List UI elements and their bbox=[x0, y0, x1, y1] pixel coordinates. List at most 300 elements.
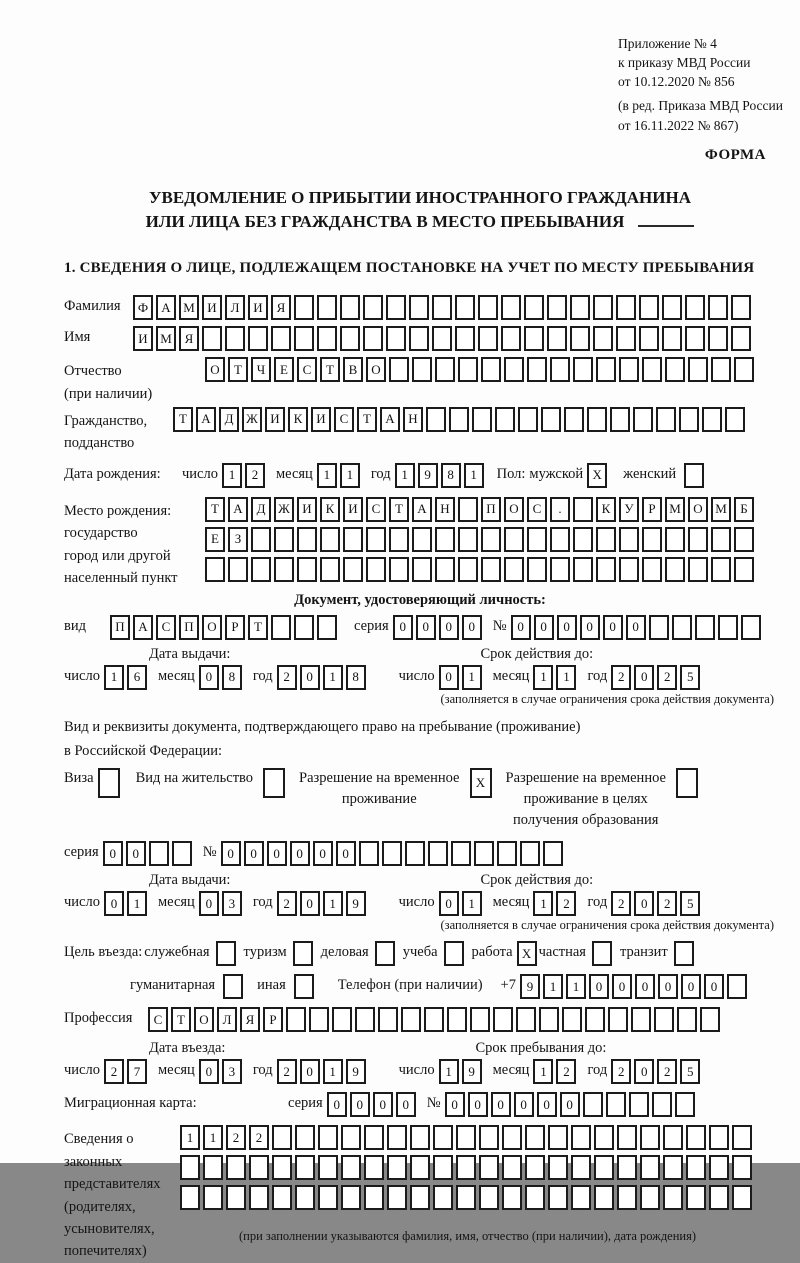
char-cell[interactable] bbox=[317, 326, 337, 351]
char-cell[interactable] bbox=[617, 1125, 637, 1150]
char-cell[interactable] bbox=[426, 407, 446, 432]
char-cell[interactable] bbox=[172, 841, 192, 866]
char-cell[interactable] bbox=[734, 527, 754, 552]
char-cell[interactable] bbox=[548, 1155, 568, 1180]
char-cell[interactable] bbox=[478, 295, 498, 320]
char-cell[interactable]: 0 bbox=[244, 841, 264, 866]
char-cell[interactable] bbox=[389, 357, 409, 382]
char-cell[interactable] bbox=[382, 841, 402, 866]
char-cell[interactable]: 0 bbox=[439, 891, 459, 916]
char-cell[interactable]: 2 bbox=[657, 891, 677, 916]
char-cell[interactable] bbox=[642, 357, 662, 382]
char-cell[interactable] bbox=[435, 557, 455, 582]
char-cell[interactable]: 1 bbox=[543, 974, 563, 999]
purpose-study-checkbox[interactable] bbox=[444, 941, 464, 966]
char-cell[interactable] bbox=[525, 1125, 545, 1150]
char-cell[interactable]: 0 bbox=[511, 615, 531, 640]
char-cell[interactable]: 1 bbox=[203, 1125, 223, 1150]
char-cell[interactable] bbox=[401, 1007, 421, 1032]
char-cell[interactable] bbox=[271, 326, 291, 351]
char-cell[interactable] bbox=[639, 295, 659, 320]
char-cell[interactable] bbox=[543, 841, 563, 866]
char-cell[interactable] bbox=[539, 1007, 559, 1032]
char-cell[interactable] bbox=[594, 1125, 614, 1150]
char-cell[interactable] bbox=[432, 295, 452, 320]
char-cell[interactable] bbox=[389, 527, 409, 552]
char-cell[interactable] bbox=[685, 295, 705, 320]
char-cell[interactable] bbox=[341, 1125, 361, 1150]
char-cell[interactable] bbox=[686, 1185, 706, 1210]
char-cell[interactable] bbox=[274, 557, 294, 582]
char-cell[interactable]: 1 bbox=[340, 463, 360, 488]
char-cell[interactable]: 0 bbox=[126, 841, 146, 866]
char-cell[interactable] bbox=[619, 527, 639, 552]
char-cell[interactable]: А bbox=[228, 497, 248, 522]
char-cell[interactable] bbox=[518, 407, 538, 432]
char-cell[interactable] bbox=[718, 615, 738, 640]
char-cell[interactable]: 3 bbox=[222, 891, 242, 916]
char-cell[interactable] bbox=[675, 1092, 695, 1117]
char-cell[interactable]: 0 bbox=[635, 974, 655, 999]
char-cell[interactable]: 1 bbox=[323, 1059, 343, 1084]
char-cell[interactable]: 1 bbox=[566, 974, 586, 999]
char-cell[interactable] bbox=[547, 295, 567, 320]
char-cell[interactable]: 0 bbox=[491, 1092, 511, 1117]
char-cell[interactable] bbox=[364, 1125, 384, 1150]
char-cell[interactable] bbox=[409, 326, 429, 351]
char-cell[interactable] bbox=[732, 1185, 752, 1210]
char-cell[interactable]: В bbox=[343, 357, 363, 382]
char-cell[interactable] bbox=[711, 557, 731, 582]
purpose-business-checkbox[interactable] bbox=[375, 941, 395, 966]
char-cell[interactable]: 0 bbox=[557, 615, 577, 640]
char-cell[interactable] bbox=[149, 841, 169, 866]
char-cell[interactable] bbox=[271, 615, 291, 640]
char-cell[interactable] bbox=[274, 527, 294, 552]
char-cell[interactable] bbox=[587, 407, 607, 432]
char-cell[interactable] bbox=[665, 357, 685, 382]
char-cell[interactable] bbox=[497, 841, 517, 866]
char-cell[interactable] bbox=[504, 527, 524, 552]
char-cell[interactable]: С bbox=[334, 407, 354, 432]
char-cell[interactable]: 0 bbox=[514, 1092, 534, 1117]
char-cell[interactable] bbox=[527, 557, 547, 582]
char-cell[interactable]: С bbox=[297, 357, 317, 382]
char-cell[interactable] bbox=[251, 557, 271, 582]
char-cell[interactable]: О bbox=[205, 357, 225, 382]
char-cell[interactable]: И bbox=[311, 407, 331, 432]
char-cell[interactable]: 9 bbox=[346, 1059, 366, 1084]
char-cell[interactable]: П bbox=[179, 615, 199, 640]
char-cell[interactable] bbox=[295, 1125, 315, 1150]
char-cell[interactable]: Т bbox=[357, 407, 377, 432]
char-cell[interactable] bbox=[709, 1155, 729, 1180]
char-cell[interactable]: 5 bbox=[680, 665, 700, 690]
char-cell[interactable] bbox=[272, 1155, 292, 1180]
char-cell[interactable] bbox=[272, 1125, 292, 1150]
char-cell[interactable] bbox=[640, 1155, 660, 1180]
char-cell[interactable]: 0 bbox=[445, 1092, 465, 1117]
char-cell[interactable] bbox=[378, 1007, 398, 1032]
char-cell[interactable]: 0 bbox=[300, 665, 320, 690]
char-cell[interactable]: К bbox=[596, 497, 616, 522]
char-cell[interactable] bbox=[596, 527, 616, 552]
char-cell[interactable] bbox=[249, 1185, 269, 1210]
char-cell[interactable] bbox=[478, 326, 498, 351]
char-cell[interactable] bbox=[203, 1185, 223, 1210]
char-cell[interactable] bbox=[642, 557, 662, 582]
char-cell[interactable] bbox=[228, 557, 248, 582]
char-cell[interactable]: 0 bbox=[103, 841, 123, 866]
char-cell[interactable]: 2 bbox=[611, 1059, 631, 1084]
char-cell[interactable] bbox=[225, 326, 245, 351]
char-cell[interactable]: М bbox=[711, 497, 731, 522]
char-cell[interactable]: О bbox=[194, 1007, 214, 1032]
char-cell[interactable]: 8 bbox=[441, 463, 461, 488]
char-cell[interactable] bbox=[629, 1092, 649, 1117]
char-cell[interactable]: 2 bbox=[611, 891, 631, 916]
char-cell[interactable] bbox=[663, 1155, 683, 1180]
char-cell[interactable]: Т bbox=[205, 497, 225, 522]
char-cell[interactable] bbox=[341, 1185, 361, 1210]
purpose-tourism-checkbox[interactable] bbox=[293, 941, 313, 966]
char-cell[interactable]: З bbox=[228, 527, 248, 552]
char-cell[interactable] bbox=[297, 557, 317, 582]
char-cell[interactable] bbox=[686, 1125, 706, 1150]
char-cell[interactable] bbox=[458, 357, 478, 382]
purpose-private-checkbox[interactable] bbox=[592, 941, 612, 966]
char-cell[interactable]: И bbox=[202, 295, 222, 320]
char-cell[interactable]: 1 bbox=[462, 891, 482, 916]
char-cell[interactable] bbox=[541, 407, 561, 432]
char-cell[interactable] bbox=[286, 1007, 306, 1032]
char-cell[interactable] bbox=[564, 407, 584, 432]
char-cell[interactable] bbox=[226, 1155, 246, 1180]
char-cell[interactable] bbox=[318, 1155, 338, 1180]
char-cell[interactable] bbox=[410, 1125, 430, 1150]
char-cell[interactable]: 1 bbox=[439, 1059, 459, 1084]
char-cell[interactable]: П bbox=[481, 497, 501, 522]
char-cell[interactable]: 1 bbox=[464, 463, 484, 488]
char-cell[interactable] bbox=[479, 1125, 499, 1150]
char-cell[interactable] bbox=[593, 295, 613, 320]
char-cell[interactable]: О bbox=[366, 357, 386, 382]
char-cell[interactable]: 0 bbox=[439, 615, 459, 640]
char-cell[interactable]: 2 bbox=[556, 1059, 576, 1084]
char-cell[interactable]: Р bbox=[225, 615, 245, 640]
char-cell[interactable] bbox=[317, 295, 337, 320]
char-cell[interactable] bbox=[633, 407, 653, 432]
char-cell[interactable]: О bbox=[504, 497, 524, 522]
char-cell[interactable] bbox=[700, 1007, 720, 1032]
char-cell[interactable]: 0 bbox=[704, 974, 724, 999]
char-cell[interactable] bbox=[205, 557, 225, 582]
char-cell[interactable]: 9 bbox=[346, 891, 366, 916]
char-cell[interactable]: 0 bbox=[634, 891, 654, 916]
char-cell[interactable] bbox=[458, 527, 478, 552]
char-cell[interactable] bbox=[387, 1125, 407, 1150]
char-cell[interactable] bbox=[570, 295, 590, 320]
char-cell[interactable] bbox=[640, 1125, 660, 1150]
char-cell[interactable]: 2 bbox=[245, 463, 265, 488]
char-cell[interactable]: С bbox=[366, 497, 386, 522]
char-cell[interactable] bbox=[550, 357, 570, 382]
purpose-transit-checkbox[interactable] bbox=[674, 941, 694, 966]
char-cell[interactable] bbox=[364, 1185, 384, 1210]
char-cell[interactable] bbox=[731, 295, 751, 320]
char-cell[interactable]: Т bbox=[320, 357, 340, 382]
char-cell[interactable]: 1 bbox=[180, 1125, 200, 1150]
char-cell[interactable]: 0 bbox=[199, 1059, 219, 1084]
char-cell[interactable] bbox=[435, 527, 455, 552]
char-cell[interactable] bbox=[387, 1185, 407, 1210]
char-cell[interactable] bbox=[456, 1155, 476, 1180]
char-cell[interactable] bbox=[405, 841, 425, 866]
char-cell[interactable] bbox=[608, 1007, 628, 1032]
char-cell[interactable]: 0 bbox=[612, 974, 632, 999]
char-cell[interactable] bbox=[355, 1007, 375, 1032]
char-cell[interactable]: А bbox=[412, 497, 432, 522]
char-cell[interactable] bbox=[527, 527, 547, 552]
char-cell[interactable] bbox=[708, 326, 728, 351]
residence-permit-checkbox[interactable] bbox=[263, 768, 285, 798]
char-cell[interactable] bbox=[665, 527, 685, 552]
char-cell[interactable] bbox=[665, 557, 685, 582]
char-cell[interactable]: Д bbox=[219, 407, 239, 432]
char-cell[interactable] bbox=[550, 557, 570, 582]
char-cell[interactable] bbox=[711, 527, 731, 552]
char-cell[interactable] bbox=[455, 295, 475, 320]
char-cell[interactable] bbox=[617, 1185, 637, 1210]
char-cell[interactable]: Н bbox=[435, 497, 455, 522]
char-cell[interactable] bbox=[435, 357, 455, 382]
char-cell[interactable] bbox=[451, 841, 471, 866]
char-cell[interactable] bbox=[619, 557, 639, 582]
char-cell[interactable] bbox=[516, 1007, 536, 1032]
char-cell[interactable] bbox=[652, 1092, 672, 1117]
char-cell[interactable] bbox=[548, 1125, 568, 1150]
char-cell[interactable] bbox=[656, 407, 676, 432]
char-cell[interactable]: С bbox=[156, 615, 176, 640]
char-cell[interactable] bbox=[474, 841, 494, 866]
char-cell[interactable] bbox=[504, 557, 524, 582]
char-cell[interactable] bbox=[642, 527, 662, 552]
char-cell[interactable] bbox=[479, 1185, 499, 1210]
char-cell[interactable] bbox=[662, 326, 682, 351]
char-cell[interactable]: 2 bbox=[657, 1059, 677, 1084]
char-cell[interactable] bbox=[709, 1185, 729, 1210]
char-cell[interactable] bbox=[631, 1007, 651, 1032]
char-cell[interactable]: 0 bbox=[327, 1092, 347, 1117]
char-cell[interactable] bbox=[734, 357, 754, 382]
char-cell[interactable] bbox=[525, 1155, 545, 1180]
char-cell[interactable]: 2 bbox=[104, 1059, 124, 1084]
char-cell[interactable]: 2 bbox=[556, 891, 576, 916]
char-cell[interactable]: 1 bbox=[533, 891, 553, 916]
char-cell[interactable] bbox=[320, 557, 340, 582]
char-cell[interactable] bbox=[520, 841, 540, 866]
char-cell[interactable]: А bbox=[196, 407, 216, 432]
char-cell[interactable] bbox=[654, 1007, 674, 1032]
temporary-residence-checkbox[interactable]: X bbox=[470, 768, 492, 798]
char-cell[interactable]: Л bbox=[225, 295, 245, 320]
char-cell[interactable] bbox=[180, 1155, 200, 1180]
char-cell[interactable] bbox=[525, 1185, 545, 1210]
char-cell[interactable] bbox=[495, 407, 515, 432]
char-cell[interactable]: 0 bbox=[462, 615, 482, 640]
char-cell[interactable]: 0 bbox=[580, 615, 600, 640]
char-cell[interactable] bbox=[548, 1185, 568, 1210]
char-cell[interactable] bbox=[662, 295, 682, 320]
char-cell[interactable] bbox=[688, 557, 708, 582]
char-cell[interactable]: 2 bbox=[277, 891, 297, 916]
char-cell[interactable] bbox=[479, 1155, 499, 1180]
char-cell[interactable]: С bbox=[148, 1007, 168, 1032]
char-cell[interactable]: 1 bbox=[127, 891, 147, 916]
char-cell[interactable] bbox=[639, 326, 659, 351]
char-cell[interactable]: И bbox=[248, 295, 268, 320]
char-cell[interactable] bbox=[711, 357, 731, 382]
char-cell[interactable]: Ч bbox=[251, 357, 271, 382]
char-cell[interactable] bbox=[596, 357, 616, 382]
char-cell[interactable] bbox=[570, 326, 590, 351]
sex-male-checkbox[interactable]: X bbox=[587, 463, 607, 488]
char-cell[interactable]: 1 bbox=[533, 665, 553, 690]
char-cell[interactable] bbox=[410, 1155, 430, 1180]
char-cell[interactable] bbox=[297, 527, 317, 552]
char-cell[interactable] bbox=[709, 1125, 729, 1150]
char-cell[interactable] bbox=[617, 1155, 637, 1180]
char-cell[interactable]: Д bbox=[251, 497, 271, 522]
char-cell[interactable] bbox=[527, 357, 547, 382]
char-cell[interactable]: 9 bbox=[418, 463, 438, 488]
char-cell[interactable]: 8 bbox=[346, 665, 366, 690]
char-cell[interactable]: 0 bbox=[626, 615, 646, 640]
char-cell[interactable]: 0 bbox=[537, 1092, 557, 1117]
char-cell[interactable]: К bbox=[320, 497, 340, 522]
char-cell[interactable]: Р bbox=[642, 497, 662, 522]
char-cell[interactable] bbox=[734, 557, 754, 582]
char-cell[interactable] bbox=[663, 1125, 683, 1150]
char-cell[interactable]: 0 bbox=[290, 841, 310, 866]
char-cell[interactable]: 2 bbox=[249, 1125, 269, 1150]
char-cell[interactable]: 2 bbox=[226, 1125, 246, 1150]
char-cell[interactable]: А bbox=[380, 407, 400, 432]
char-cell[interactable]: 0 bbox=[603, 615, 623, 640]
char-cell[interactable] bbox=[547, 326, 567, 351]
char-cell[interactable]: 1 bbox=[317, 463, 337, 488]
purpose-official-checkbox[interactable] bbox=[216, 941, 236, 966]
char-cell[interactable] bbox=[412, 527, 432, 552]
char-cell[interactable] bbox=[708, 295, 728, 320]
char-cell[interactable] bbox=[203, 1155, 223, 1180]
char-cell[interactable] bbox=[363, 295, 383, 320]
char-cell[interactable] bbox=[295, 1155, 315, 1180]
char-cell[interactable] bbox=[571, 1155, 591, 1180]
char-cell[interactable] bbox=[616, 295, 636, 320]
char-cell[interactable] bbox=[573, 497, 593, 522]
char-cell[interactable]: 1 bbox=[323, 891, 343, 916]
char-cell[interactable] bbox=[317, 615, 337, 640]
char-cell[interactable] bbox=[524, 295, 544, 320]
char-cell[interactable]: А bbox=[156, 295, 176, 320]
char-cell[interactable]: 0 bbox=[396, 1092, 416, 1117]
char-cell[interactable]: 0 bbox=[267, 841, 287, 866]
purpose-humanitarian-checkbox[interactable] bbox=[223, 974, 243, 999]
char-cell[interactable] bbox=[504, 357, 524, 382]
char-cell[interactable]: 0 bbox=[199, 891, 219, 916]
char-cell[interactable]: И bbox=[297, 497, 317, 522]
char-cell[interactable]: 0 bbox=[350, 1092, 370, 1117]
char-cell[interactable] bbox=[688, 527, 708, 552]
char-cell[interactable] bbox=[727, 974, 747, 999]
char-cell[interactable]: Р bbox=[263, 1007, 283, 1032]
char-cell[interactable] bbox=[424, 1007, 444, 1032]
char-cell[interactable] bbox=[294, 615, 314, 640]
char-cell[interactable] bbox=[501, 326, 521, 351]
purpose-other-checkbox[interactable] bbox=[294, 974, 314, 999]
char-cell[interactable]: 5 bbox=[680, 1059, 700, 1084]
char-cell[interactable]: 1 bbox=[222, 463, 242, 488]
char-cell[interactable]: Л bbox=[217, 1007, 237, 1032]
char-cell[interactable]: Я bbox=[240, 1007, 260, 1032]
char-cell[interactable]: Н bbox=[403, 407, 423, 432]
char-cell[interactable] bbox=[585, 1007, 605, 1032]
char-cell[interactable] bbox=[202, 326, 222, 351]
char-cell[interactable] bbox=[366, 527, 386, 552]
char-cell[interactable] bbox=[412, 557, 432, 582]
char-cell[interactable]: Т bbox=[389, 497, 409, 522]
char-cell[interactable] bbox=[594, 1185, 614, 1210]
char-cell[interactable]: М bbox=[665, 497, 685, 522]
char-cell[interactable] bbox=[366, 557, 386, 582]
char-cell[interactable]: Ф bbox=[133, 295, 153, 320]
char-cell[interactable]: 1 bbox=[533, 1059, 553, 1084]
char-cell[interactable] bbox=[573, 527, 593, 552]
char-cell[interactable]: Е bbox=[205, 527, 225, 552]
char-cell[interactable]: 6 bbox=[127, 665, 147, 690]
char-cell[interactable]: Т bbox=[173, 407, 193, 432]
char-cell[interactable] bbox=[583, 1092, 603, 1117]
char-cell[interactable]: 1 bbox=[556, 665, 576, 690]
char-cell[interactable]: Ж bbox=[242, 407, 262, 432]
char-cell[interactable] bbox=[386, 295, 406, 320]
char-cell[interactable] bbox=[502, 1185, 522, 1210]
char-cell[interactable] bbox=[433, 1185, 453, 1210]
char-cell[interactable]: М bbox=[156, 326, 176, 351]
char-cell[interactable] bbox=[502, 1155, 522, 1180]
char-cell[interactable] bbox=[456, 1125, 476, 1150]
char-cell[interactable] bbox=[428, 841, 448, 866]
char-cell[interactable]: К bbox=[288, 407, 308, 432]
char-cell[interactable] bbox=[343, 557, 363, 582]
char-cell[interactable] bbox=[501, 295, 521, 320]
char-cell[interactable]: 0 bbox=[439, 665, 459, 690]
char-cell[interactable] bbox=[449, 407, 469, 432]
char-cell[interactable]: 0 bbox=[221, 841, 241, 866]
char-cell[interactable] bbox=[359, 841, 379, 866]
char-cell[interactable]: 0 bbox=[336, 841, 356, 866]
char-cell[interactable]: Т bbox=[248, 615, 268, 640]
char-cell[interactable] bbox=[649, 615, 669, 640]
char-cell[interactable]: У bbox=[619, 497, 639, 522]
char-cell[interactable]: 3 bbox=[222, 1059, 242, 1084]
char-cell[interactable] bbox=[389, 557, 409, 582]
char-cell[interactable] bbox=[340, 326, 360, 351]
char-cell[interactable]: 0 bbox=[560, 1092, 580, 1117]
char-cell[interactable] bbox=[677, 1007, 697, 1032]
char-cell[interactable] bbox=[412, 357, 432, 382]
